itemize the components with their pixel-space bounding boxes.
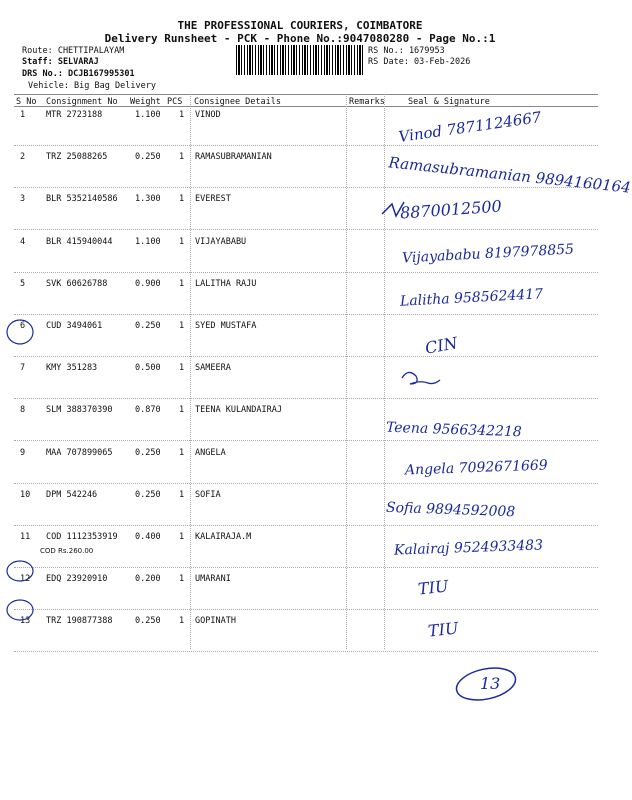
drs-number: DRS No.: DCJB167995301 xyxy=(22,69,135,79)
row-consignment: TRZ 190877388 xyxy=(46,616,113,627)
row-pcs: 1 xyxy=(179,574,185,585)
runsheet-subtitle: Delivery Runsheet - PCK - Phone No.:9047080280 - Page No.:1 xyxy=(104,32,496,45)
row-consignment: SLM 388370390 xyxy=(46,405,113,416)
row-consignee: VIJAYABABU xyxy=(195,236,247,247)
row-consignee: SYED MUSTAFA xyxy=(195,321,257,331)
row-weight: 1.100 xyxy=(135,236,161,247)
row-pcs: 1 xyxy=(179,489,185,500)
circle-mark-icon xyxy=(7,600,33,620)
row-pcs: 1 xyxy=(179,405,185,416)
row-sno: 12 xyxy=(20,574,31,585)
circle-mark-icon xyxy=(7,561,33,581)
row-weight: 0.870 xyxy=(135,405,161,416)
row-sno: 2 xyxy=(20,152,26,163)
row-consignee: GOPINATH xyxy=(195,616,236,627)
row-consignment: EDQ 23920910 xyxy=(46,574,108,585)
row-pcs: 1 xyxy=(179,363,185,374)
col-consignment: Consignment No xyxy=(46,97,118,107)
row-consignment: SVK 60626788 xyxy=(46,278,108,289)
signature-2: Ramasubramanian 9894160164 xyxy=(387,153,632,197)
signature-8: Teena 9566342218 xyxy=(385,419,522,441)
row-consignee: EVEREST xyxy=(195,194,231,205)
row-consignment: CUD 3494061 xyxy=(46,321,103,331)
row-consignment: BLR 415940044 xyxy=(46,236,113,247)
row-weight: 0.900 xyxy=(135,278,161,289)
row-consignee: RAMASUBRAMANIAN xyxy=(195,152,272,163)
row-sno: 4 xyxy=(20,236,26,247)
company-title: THE PROFESSIONAL COURIERS, COIMBATORE xyxy=(177,19,423,32)
row-consignee: SAMEERA xyxy=(195,363,231,374)
row-consignee: UMARANI xyxy=(195,574,231,585)
row-sno: 6 xyxy=(20,321,26,331)
row-sno: 11 xyxy=(20,532,31,542)
row-sno: 1 xyxy=(20,110,26,120)
row-consignment: BLR 5352140586 xyxy=(46,194,118,205)
row-weight: 0.250 xyxy=(135,152,161,163)
row-sno: 5 xyxy=(20,278,26,289)
row-consignee: SOFIA xyxy=(195,489,221,500)
cod-note: COD Rs.260.00 xyxy=(40,547,94,555)
row-weight: 1.300 xyxy=(135,194,161,205)
signature-13: TIU xyxy=(427,618,460,641)
row-sno: 13 xyxy=(20,616,31,627)
row-consignment: MTR 2723188 xyxy=(46,110,103,120)
row-weight: 0.400 xyxy=(135,532,161,542)
row-pcs: 1 xyxy=(179,447,185,458)
row-pcs: 1 xyxy=(179,110,185,120)
row-weight: 0.250 xyxy=(135,447,161,458)
rs-date: RS Date: 03-Feb-2026 xyxy=(368,57,471,67)
signature-7 xyxy=(420,364,425,365)
signature-11: Kalairaj 9524933483 xyxy=(393,537,544,559)
row-sno: 9 xyxy=(20,447,26,458)
signature-10: Sofia 9894592008 xyxy=(385,499,516,521)
row-consignment: DPM 542246 xyxy=(46,489,98,500)
row-consignee: ANGELA xyxy=(195,447,226,458)
row-weight: 0.500 xyxy=(135,363,161,374)
row-weight: 0.200 xyxy=(135,574,161,585)
col-seal-signature: Seal & Signature xyxy=(408,97,490,107)
row-pcs: 1 xyxy=(179,532,185,542)
row-weight: 0.250 xyxy=(135,321,161,331)
signature-1: Vinod 7871124667 xyxy=(397,108,543,146)
col-consignee: Consignee Details xyxy=(194,97,281,107)
row-pcs: 1 xyxy=(179,278,185,289)
row-consignee: LALITHA RAJU xyxy=(195,278,257,289)
signature-9: Angela 7092671669 xyxy=(404,457,548,479)
col-weight: Weight xyxy=(130,97,161,107)
signature-3: 8870012500 xyxy=(399,196,503,223)
row-consignee: TEENA KULANDAIRAJ xyxy=(195,405,282,416)
handwritten-total: 13 xyxy=(480,674,501,693)
row-consignment: COD 1112353919 xyxy=(46,532,118,542)
row-weight: 0.250 xyxy=(135,489,161,500)
staff-label: Staff: SELVARAJ xyxy=(22,57,99,67)
col-remarks: Remarks xyxy=(349,97,385,107)
row-sno: 8 xyxy=(20,405,26,416)
circle-mark-icon xyxy=(7,320,33,344)
row-sno: 3 xyxy=(20,194,26,205)
row-sno: 7 xyxy=(20,363,26,374)
signature-scribble-icon xyxy=(402,372,440,384)
row-consignment: MAA 707899065 xyxy=(46,447,113,458)
row-weight: 1.100 xyxy=(135,110,161,120)
row-sno: 10 xyxy=(20,489,31,500)
col-sno: S No xyxy=(16,97,37,107)
signature-5: Lalitha 9585624417 xyxy=(399,286,544,310)
row-pcs: 1 xyxy=(179,194,185,205)
row-consignee: KALAIRAJA.M xyxy=(195,532,252,542)
vehicle-label: Vehicle: Big Bag Delivery xyxy=(28,81,156,91)
signature-4: Vijayababu 8197978855 xyxy=(401,241,575,267)
row-pcs: 1 xyxy=(179,236,185,247)
row-consignment: TRZ 25088265 xyxy=(46,152,108,163)
row-pcs: 1 xyxy=(179,616,185,627)
row-consignee: VINOD xyxy=(195,110,221,120)
row-pcs: 1 xyxy=(179,321,185,331)
row-pcs: 1 xyxy=(179,152,185,163)
col-pcs: PCS xyxy=(167,97,183,107)
signature-12: TIU xyxy=(417,576,450,599)
rs-number: RS No.: 1679953 xyxy=(368,46,445,56)
route-label: Route: CHETTIPALAYAM xyxy=(22,46,125,56)
row-weight: 0.250 xyxy=(135,616,161,627)
signature-6: CIN xyxy=(423,333,459,358)
row-consignment: KMY 351283 xyxy=(46,363,98,374)
